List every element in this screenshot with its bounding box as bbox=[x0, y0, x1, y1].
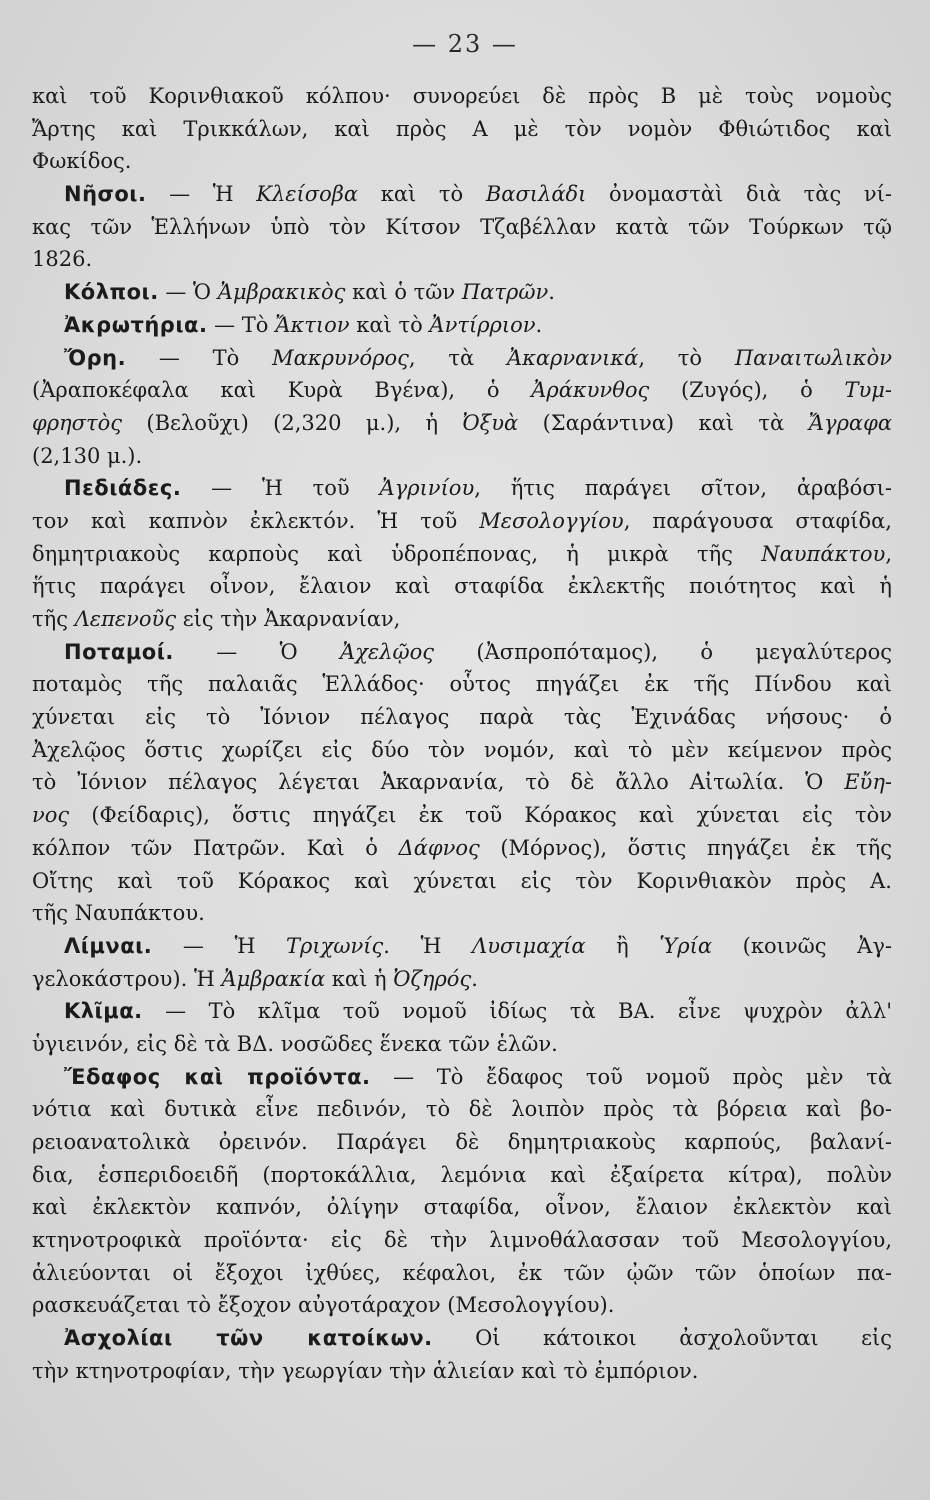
text-line bbox=[32, 80, 892, 113]
text-line bbox=[32, 243, 892, 276]
text-run: δημητριακοὺς καρποὺς καὶ ὑδροπέπονας, ἡ μικρὰ τῆς bbox=[32, 541, 762, 566]
text-run: καὶ ἐκλεκτὸν καπνόν, ὀλίγην σταφίδα, οἶνον, ἔλαιον ἐκλεκτὸν καὶ bbox=[32, 1195, 892, 1220]
italic-term: Ἀκαρνανικά bbox=[506, 345, 639, 370]
text-run: , ἥτις παράγει σῖτον, ἀραβόσι- bbox=[474, 476, 892, 501]
text-run: — Ἡ bbox=[146, 182, 257, 207]
italic-term: Πατρῶν bbox=[461, 280, 549, 305]
text-run: . Ἡ bbox=[383, 933, 473, 958]
text-run: Οἱ κάτοικοι ἀσχολοῦνται εἰς bbox=[432, 1326, 892, 1351]
italic-term: Μακρυνόρος bbox=[272, 345, 409, 370]
text-run: — Ὁ bbox=[158, 280, 218, 305]
text-line bbox=[32, 440, 892, 473]
text-line bbox=[32, 766, 892, 799]
text-line bbox=[32, 1159, 892, 1192]
text-line bbox=[32, 178, 892, 211]
text-run: — Τὸ ἔδαφος τοῦ νομοῦ πρὸς μὲν τὰ bbox=[370, 1064, 892, 1089]
italic-term: Ναυπάκτου bbox=[761, 541, 886, 566]
text-line bbox=[32, 1289, 892, 1322]
text-line bbox=[32, 505, 892, 538]
text-run: καὶ ἡ bbox=[325, 966, 394, 991]
text-run: τῆς bbox=[32, 607, 75, 631]
text-run: ρασκευάζεται τὸ ἔξοχον αὐγοτάραχον (Μεσολογγίου). bbox=[32, 1293, 615, 1318]
text-run: , τὰ bbox=[408, 345, 507, 370]
text-run: ἥτις παράγει οἶνον, ἔλαιον καὶ σταφίδα ἐκλεκτῆς ποιότητος καὶ ἡ bbox=[32, 574, 892, 599]
text-line bbox=[32, 636, 892, 669]
text-run: . bbox=[471, 966, 478, 991]
text-line bbox=[32, 832, 892, 865]
text-run: Ἀχελῷος ὅστις χωρίζει εἰς δύο τὸν νομόν, καὶ τὸ μὲν κείμενον πρὸς bbox=[32, 737, 892, 762]
body-text bbox=[32, 80, 892, 1388]
section-heading: Κόλποι. bbox=[64, 280, 159, 305]
text-line bbox=[32, 1126, 892, 1159]
text-run: τον καὶ καπνὸν ἐκλεκτόν. Ἡ τοῦ bbox=[32, 508, 480, 533]
text-line bbox=[32, 930, 892, 963]
text-run: γελοκάστρου). Ἡ bbox=[32, 966, 222, 991]
text-line bbox=[32, 407, 892, 440]
text-line bbox=[32, 570, 892, 603]
text-run: — Ἡ bbox=[152, 933, 287, 958]
text-run: τῆς Ναυπάκτου. bbox=[32, 901, 205, 926]
text-run: Οἴτης καὶ τοῦ Κόρακος καὶ χύνεται εἰς τὸν Κορινθιακὸν πρὸς Α. bbox=[32, 868, 892, 893]
text-run: ποταμὸς τῆς παλαιᾶς Ἑλλάδος· οὗτος πηγάζει ἐκ τῆς Πίνδου καὶ bbox=[32, 672, 892, 697]
text-run: κτηνοτροφικὰ προϊόντα· εἰς δὲ τὴν λιμνοθάλασσαν τοῦ Μεσολογγίου, bbox=[32, 1228, 892, 1253]
text-line bbox=[32, 603, 892, 636]
text-run: — Ὁ bbox=[173, 639, 341, 664]
section-heading: Κλῖμα. bbox=[64, 999, 143, 1024]
italic-term: Ὀξυὰ bbox=[462, 410, 519, 435]
italic-term: Παναιτωλικὸν bbox=[734, 345, 892, 370]
italic-term: Μεσολογγίου bbox=[479, 508, 624, 533]
text-line bbox=[32, 1093, 892, 1126]
section-heading: Νῆσοι. bbox=[64, 182, 147, 207]
italic-term: Ὑρία bbox=[659, 933, 713, 958]
text-run: (2,130 μ.). bbox=[32, 443, 143, 468]
text-run: 1826. bbox=[32, 247, 93, 272]
text-run: , τὸ bbox=[638, 345, 735, 370]
text-run: ὑγιεινόν, εἰς δὲ τὰ ΒΔ. νοσῶδες ἕνεκα τῶν ἑλῶν. bbox=[32, 1031, 558, 1056]
text-line bbox=[32, 374, 892, 407]
text-run: ἁλιεύονται οἱ ἔξοχοι ἰχθύες, κέφαλοι, ἐκ τῶν ᾠῶν τῶν ὁποίων πα- bbox=[32, 1260, 892, 1285]
italic-term: Βασιλάδι bbox=[485, 182, 587, 207]
section-heading: Ἔδαφος καὶ προϊόντα. bbox=[64, 1064, 371, 1089]
italic-term: Τριχωνίς bbox=[286, 933, 384, 958]
italic-term: Ἀμβρακία bbox=[221, 966, 326, 991]
text-run: ὀνομαστὰὶ διὰ τὰς νί- bbox=[586, 182, 892, 207]
text-run: δια, ἑσπεριδοειδῆ (πορτοκάλλια, λεμόνια καὶ ἐξαίρετα κίτρα), πολὺν bbox=[32, 1162, 892, 1187]
text-run: — Τὸ bbox=[126, 345, 273, 370]
italic-term: Δάφνος bbox=[398, 835, 480, 860]
text-run: , παράγουσα σταφίδα, bbox=[623, 508, 892, 533]
italic-term: Ἀγρινίου bbox=[379, 476, 475, 501]
text-run: καὶ τὸ bbox=[349, 312, 430, 337]
text-run: (Ἀραποκέφαλα καὶ Κυρὰ Βγένα), ὁ bbox=[32, 378, 532, 403]
italic-term: Ἄγραφα bbox=[808, 410, 892, 435]
text-run: εἰς τὴν Ἀκαρνανίαν, bbox=[176, 607, 401, 631]
italic-term: νος bbox=[32, 803, 70, 828]
text-line bbox=[32, 897, 892, 930]
italic-term: φρηστὸς bbox=[32, 410, 122, 435]
text-run: κας τῶν Ἑλλήνων ὑπὸ τὸν Κίτσον Τζαβέλλαν κατὰ τῶν Τούρκων τῷ bbox=[32, 214, 892, 239]
section-heading: Πεδιάδες. bbox=[64, 476, 182, 501]
text-line bbox=[32, 472, 892, 505]
text-run: (Βελοῦχι) (2,320 μ.), ἡ bbox=[122, 410, 463, 435]
page-number: — 23 — bbox=[412, 30, 518, 58]
text-run: κόλπον τῶν Πατρῶν. Καὶ ὁ bbox=[32, 835, 399, 860]
text-run: τὸ Ἰόνιον πέλαγος λέγεται Ἀκαρνανία, τὸ δὲ ἄλλο Αἰτωλία. Ὁ bbox=[32, 770, 845, 795]
text-line bbox=[32, 1224, 892, 1257]
text-line bbox=[32, 995, 892, 1028]
italic-term: Ἀχελῷος bbox=[340, 639, 435, 664]
text-run: καὶ ὁ τῶν bbox=[345, 280, 462, 305]
text-run: (Σαράντινα) καὶ τὰ bbox=[518, 410, 809, 435]
text-run: καὶ τὸ bbox=[358, 182, 486, 207]
text-run: νότια καὶ δυτικὰ εἶνε πεδινόν, τὸ δὲ λοιπὸν πρὸς τὰ βόρεια καὶ βο- bbox=[32, 1097, 892, 1122]
text-line bbox=[32, 276, 892, 309]
text-run: (Ζυγός), ὁ bbox=[649, 378, 845, 403]
text-line bbox=[32, 734, 892, 767]
section-heading: Ἀσχολίαι τῶν κατοίκων. bbox=[64, 1326, 433, 1351]
italic-term: Ἀμβρακικὸς bbox=[217, 280, 346, 305]
italic-term: Τυμ- bbox=[844, 378, 892, 403]
text-run: ρειοανατολικὰ ὀρεινόν. Παράγει δὲ δημητριακοὺς καρπούς, βαλανί- bbox=[32, 1130, 892, 1154]
italic-term: Εὔη- bbox=[844, 770, 892, 795]
text-line bbox=[32, 963, 892, 996]
text-run: — Τὸ κλῖμα τοῦ νομοῦ ἰδίως τὰ ΒΑ. εἶνε ψυχρὸν ἀλλ' bbox=[142, 999, 892, 1024]
text-run: Ἄρτης καὶ Τρικκάλων, καὶ πρὸς Α μὲ τὸν νομὸν Φθιώτιδος καὶ bbox=[32, 116, 892, 141]
text-line bbox=[32, 1028, 892, 1061]
text-run: τὴν κτηνοτροφίαν, τὴν γεωργίαν τὴν ἁλιείαν καὶ τὸ ἐμπόριον. bbox=[32, 1358, 699, 1383]
text-run: . bbox=[548, 280, 555, 305]
italic-term: Ἀράκυνθος bbox=[531, 378, 650, 403]
section-heading: Ἀκρωτήρια. bbox=[64, 312, 208, 337]
text-line bbox=[32, 865, 892, 898]
text-line bbox=[32, 1355, 892, 1388]
text-line bbox=[32, 701, 892, 734]
text-line bbox=[32, 309, 892, 342]
text-line bbox=[32, 1322, 892, 1355]
text-run: — Τὸ bbox=[207, 312, 276, 337]
text-run: (Ἀσπροπόταμος), ὁ μεγαλύτερος bbox=[434, 639, 893, 664]
text-run: (Φείδαρις), ὅστις πηγάζει ἐκ τοῦ Κόρακος καὶ χύνεται εἰς τὸν bbox=[69, 803, 892, 828]
italic-term: Ὀζηρός bbox=[393, 966, 472, 991]
text-run: (Μόρνος), ὅστις πηγάζει ἐκ τῆς bbox=[479, 835, 892, 860]
italic-term: Ἄκτιον bbox=[275, 312, 350, 337]
text-line bbox=[32, 799, 892, 832]
text-line bbox=[32, 1257, 892, 1290]
text-run: , bbox=[885, 541, 892, 566]
section-heading: Ποταμοί. bbox=[64, 639, 174, 664]
text-run: — Ἡ τοῦ bbox=[181, 476, 380, 501]
italic-term: Λεπενοῦς bbox=[74, 607, 177, 631]
text-line bbox=[32, 538, 892, 571]
italic-term: Λυσιμαχία bbox=[472, 933, 586, 958]
text-line bbox=[32, 113, 892, 146]
text-run: . bbox=[535, 312, 543, 337]
section-heading: Ὄρη. bbox=[64, 345, 127, 370]
text-run: (κοινῶς Ἀγ- bbox=[712, 933, 892, 958]
text-line bbox=[32, 145, 892, 178]
text-run: ἢ bbox=[585, 933, 660, 958]
section-heading: Λίμναι. bbox=[64, 933, 153, 958]
text-run: Φωκίδος. bbox=[32, 149, 132, 174]
text-line bbox=[32, 1191, 892, 1224]
text-line bbox=[32, 211, 892, 244]
text-run: χύνεται εἰς τὸ Ἰόνιον πέλαγος παρὰ τὰς Ἐχινάδας νήσους· ὁ bbox=[32, 705, 892, 730]
text-line bbox=[32, 1061, 892, 1094]
text-line bbox=[32, 668, 892, 701]
text-line bbox=[32, 342, 892, 375]
italic-term: Ἀντίρριον bbox=[429, 312, 536, 337]
italic-term: Κλείσοβα bbox=[256, 182, 359, 207]
text-run: καὶ τοῦ Κορινθιακοῦ κόλπου· συνορεύει δὲ πρὸς Β μὲ τοὺς νομοὺς bbox=[32, 84, 892, 108]
